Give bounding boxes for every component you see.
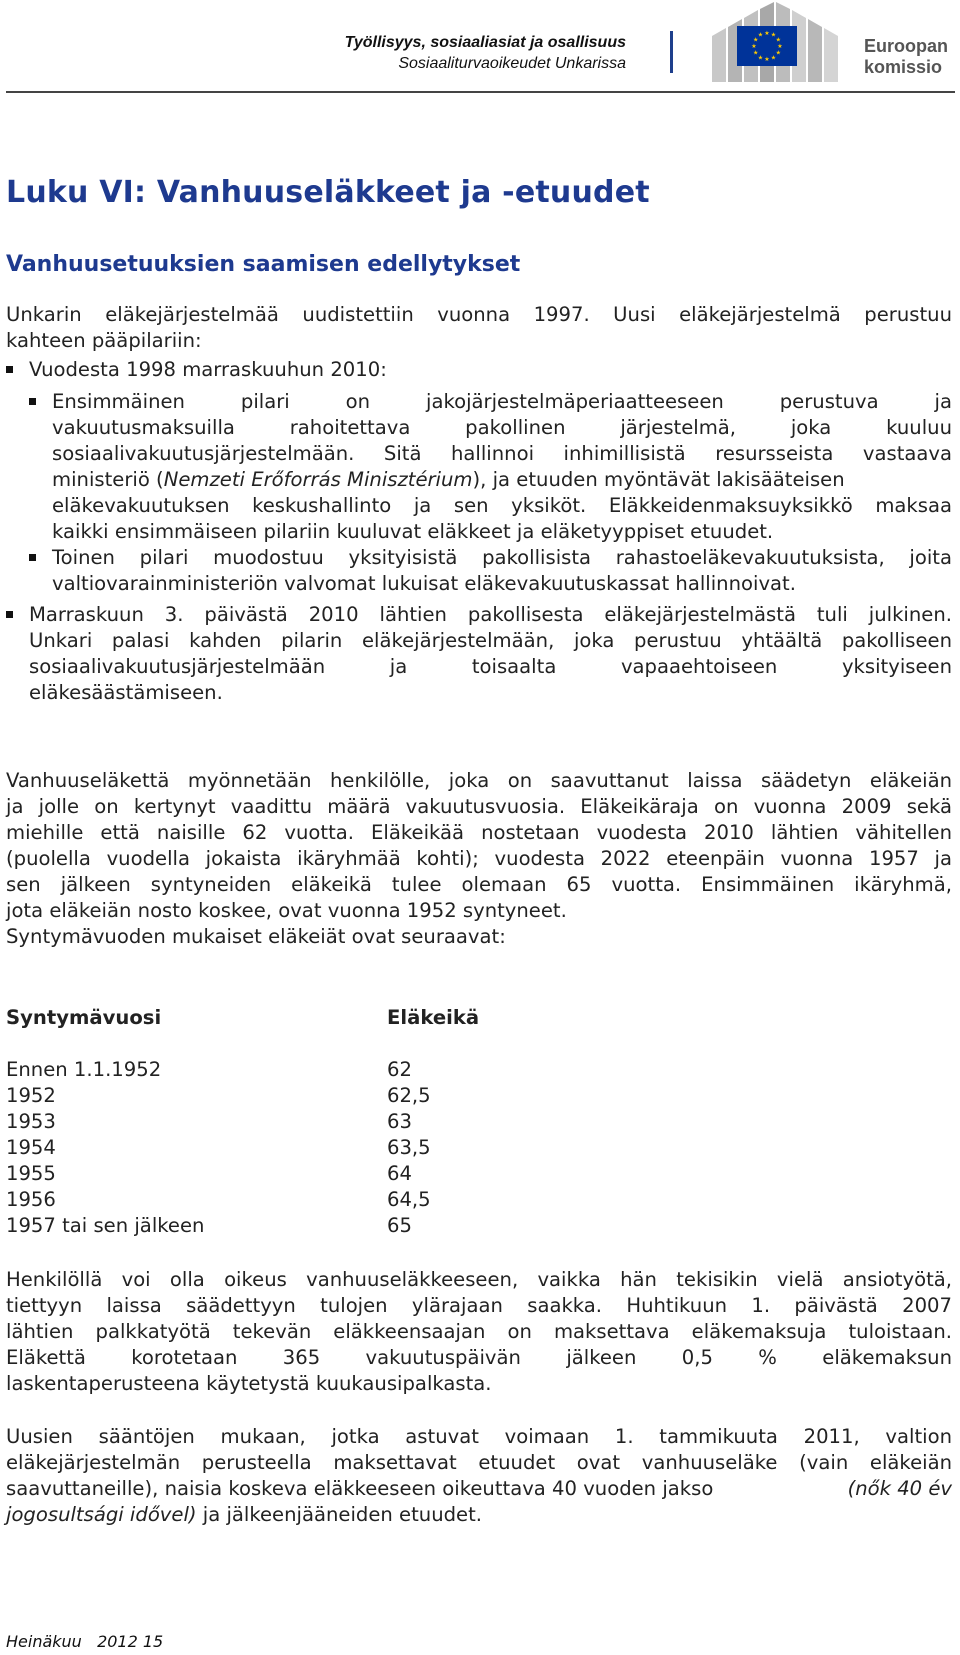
paragraph-line: jota eläkeiän nosto koskee, ovat vuonna 1952 syntyneet. — [6, 899, 567, 922]
bullet-line: Unkari palasi kahden pilarin eläkejärjestelmään, joka perustuu yhtäältä pakolliseen — [29, 629, 952, 652]
bullet-line: Marraskuun 3. päivästä 2010 lähtien pakollisesta eläkejärjestelmästä tuli julkinen. — [29, 603, 952, 626]
table-header-birth-year: Syntymävuosi — [6, 1006, 162, 1029]
svg-text:★: ★ — [764, 56, 770, 63]
table-header-retirement-age: Eläkeikä — [387, 1006, 480, 1029]
paragraph-line: Syntymävuoden mukaiset eläkeiät ovat seuraavat: — [6, 925, 506, 948]
paragraph-line: Eläkettä korotetaan 365 vakuutuspäivän jälkeen 0,5 % eläkemaksun — [6, 1346, 952, 1369]
table-cell-year: Ennen 1.1.1952 — [6, 1058, 162, 1081]
hungarian-term: jogosultsági idővel) — [6, 1503, 197, 1526]
table-cell-year: 1952 — [6, 1084, 56, 1107]
table-cell-year: 1953 — [6, 1110, 56, 1133]
svg-text:★: ★ — [764, 30, 770, 37]
table-cell-age: 64,5 — [387, 1188, 431, 1211]
paragraph-line — [6, 1502, 482, 1528]
text-run: ministeriö ( — [52, 468, 164, 491]
table-cell-year: 1955 — [6, 1162, 56, 1185]
paragraph-line: laskentaperusteena käytetystä kuukausipalkasta. — [6, 1372, 492, 1395]
bullet-line: sosiaalivakuutusjärjestelmään ja toisaalta vapaaehtoiseen yksityiseen — [29, 655, 952, 678]
section-title: Vanhuusetuuksien saamisen edellytykset — [6, 252, 521, 277]
chapter-title: Luku VI: Vanhuuseläkkeet ja -etuudet — [6, 175, 650, 210]
text-run: ja jälkeenjääneiden etuudet. — [196, 1503, 483, 1526]
sub-bullet-marker — [29, 398, 36, 405]
svg-text:★: ★ — [770, 31, 777, 39]
paragraph-line — [6, 1476, 952, 1502]
table-cell-year: 1954 — [6, 1136, 56, 1159]
paragraph-line: miehille että naisille 62 vuotta. Eläkeikää nostetaan vuodesta 2010 lähtien vähitellen — [6, 821, 952, 844]
hungarian-term: (nők 40 év — [847, 1477, 952, 1500]
paragraph-line: Vanhuuseläkettä myönnetään henkilölle, joka on saavuttanut laissa säädetyn eläkeiän — [6, 769, 952, 792]
svg-text:★: ★ — [777, 43, 783, 50]
svg-text:★: ★ — [751, 43, 757, 50]
bullet-line: eläkesäästämiseen. — [29, 681, 223, 704]
table-cell-age: 63 — [387, 1110, 412, 1133]
sub-bullet-line — [52, 467, 845, 493]
text-run: ), ja etuuden myöntävät lakisääteisen — [472, 468, 845, 491]
bullet-marker — [6, 366, 13, 373]
table-cell-age: 62 — [387, 1058, 412, 1081]
svg-text:★: ★ — [775, 49, 781, 57]
sub-bullet-line: sosiaalivakuutusjärjestelmään. Sitä hallinnoi inhimillisistä resursseista vastaava — [52, 442, 952, 465]
sub-bullet-line: Ensimmäinen pilari on jakojärjestelmäperiaatteeseen perustuva ja — [52, 390, 952, 413]
paragraph-line: eläkejärjestelmän perusteella maksettavat etuudet ovat vanhuuseläke (vain eläkeiän — [6, 1451, 952, 1474]
ministry-name-hungarian: Nemzeti Erőforrás Minisztérium — [163, 468, 473, 491]
svg-text:★: ★ — [753, 49, 759, 57]
text-run: saavuttaneille), naisia koskeva eläkkeeseen oikeuttava 40 vuoden jakso — [6, 1477, 714, 1500]
table-cell-age: 63,5 — [387, 1136, 431, 1159]
paragraph-line: ja jolle on kertynyt vaadittu määrä vakuutusvuosia. Eläkeikäraja on vuonna 2009 sekä — [6, 795, 952, 818]
bullet-marker — [6, 611, 13, 618]
svg-text:★: ★ — [775, 36, 781, 44]
table-cell-age: 62,5 — [387, 1084, 431, 1107]
table-cell-age: 64 — [387, 1162, 412, 1185]
bullet-text: Vuodesta 1998 marraskuuhun 2010: — [29, 358, 387, 381]
intro-line: kahteen pääpilariin: — [6, 329, 202, 352]
sub-bullet-line: Toinen pilari muodostuu yksityisistä pakollisista rahastoeläkevakuutuksista, joita — [52, 546, 952, 569]
paragraph-line: Uusien sääntöjen mukaan, jotka astuvat voimaan 1. tammikuuta 2011, valtion — [6, 1425, 952, 1448]
svg-text:★: ★ — [753, 36, 759, 44]
paragraph-line: Henkilöllä voi olla oikeus vanhuuseläkkeeseen, vaikka hän tekisikin vielä ansiotyötä, — [6, 1268, 952, 1291]
svg-text:★: ★ — [757, 31, 764, 39]
sub-bullet-line: kaikki ensimmäiseen pilariin kuuluvat eläkkeet ja eläketyyppiset etuudet. — [52, 520, 774, 543]
paragraph-line: sen jälkeen syntyneiden eläkeikä tulee olemaan 65 vuotta. Ensimmäinen ikäryhmä, — [6, 873, 952, 896]
table-cell-age: 65 — [387, 1214, 412, 1237]
paragraph-line: (puolella vuodella jokaista ikäryhmää kohti); vuodesta 2022 eteenpäin vuonna 1957 ja — [6, 847, 952, 870]
brand-name-line1: Euroopan — [864, 36, 948, 56]
intro-line: Unkarin eläkejärjestelmää uudistettiin vuonna 1997. Uusi eläkejärjestelmä perustuu — [6, 303, 952, 326]
header-divider — [670, 31, 673, 73]
header-department: Työllisyys, sosiaaliasiat ja osallisuus — [344, 34, 626, 51]
page-footer: Heinäkuu 2012 15 — [6, 1632, 164, 1651]
sub-bullet-marker — [29, 554, 36, 561]
svg-text:★: ★ — [757, 54, 764, 62]
brand-name-line2: komissio — [864, 57, 943, 77]
svg-text:★: ★ — [770, 54, 777, 62]
table-cell-year: 1957 tai sen jälkeen — [6, 1214, 205, 1237]
sub-bullet-line: valtiovarainministeriön valvomat lukuisat eläkevakuutuskassat hallinnoivat. — [52, 572, 796, 595]
sub-bullet-line: eläkevakuutuksen keskushallinto ja sen yksiköt. Eläkkeidenmaksuyksikkö maksaa — [52, 494, 952, 517]
header-document-title: Sosiaaliturvaoikeudet Unkarissa — [398, 55, 626, 72]
eu-flag-icon — [737, 26, 797, 66]
sub-bullet-line: vakuutusmaksuilla rahoitettava pakollinen järjestelmä, joka kuuluu — [52, 416, 952, 439]
paragraph-line: tiettyyn laissa säädettyyn tulojen ylärajaan saakka. Huhtikuun 1. päivästä 2007 — [6, 1294, 952, 1317]
paragraph-line: lähtien palkkatyötä tekevän eläkkeensaajan on maksettava eläkemaksuja tuloistaan. — [6, 1320, 952, 1343]
header-rule — [6, 91, 955, 93]
table-cell-year: 1956 — [6, 1188, 56, 1211]
